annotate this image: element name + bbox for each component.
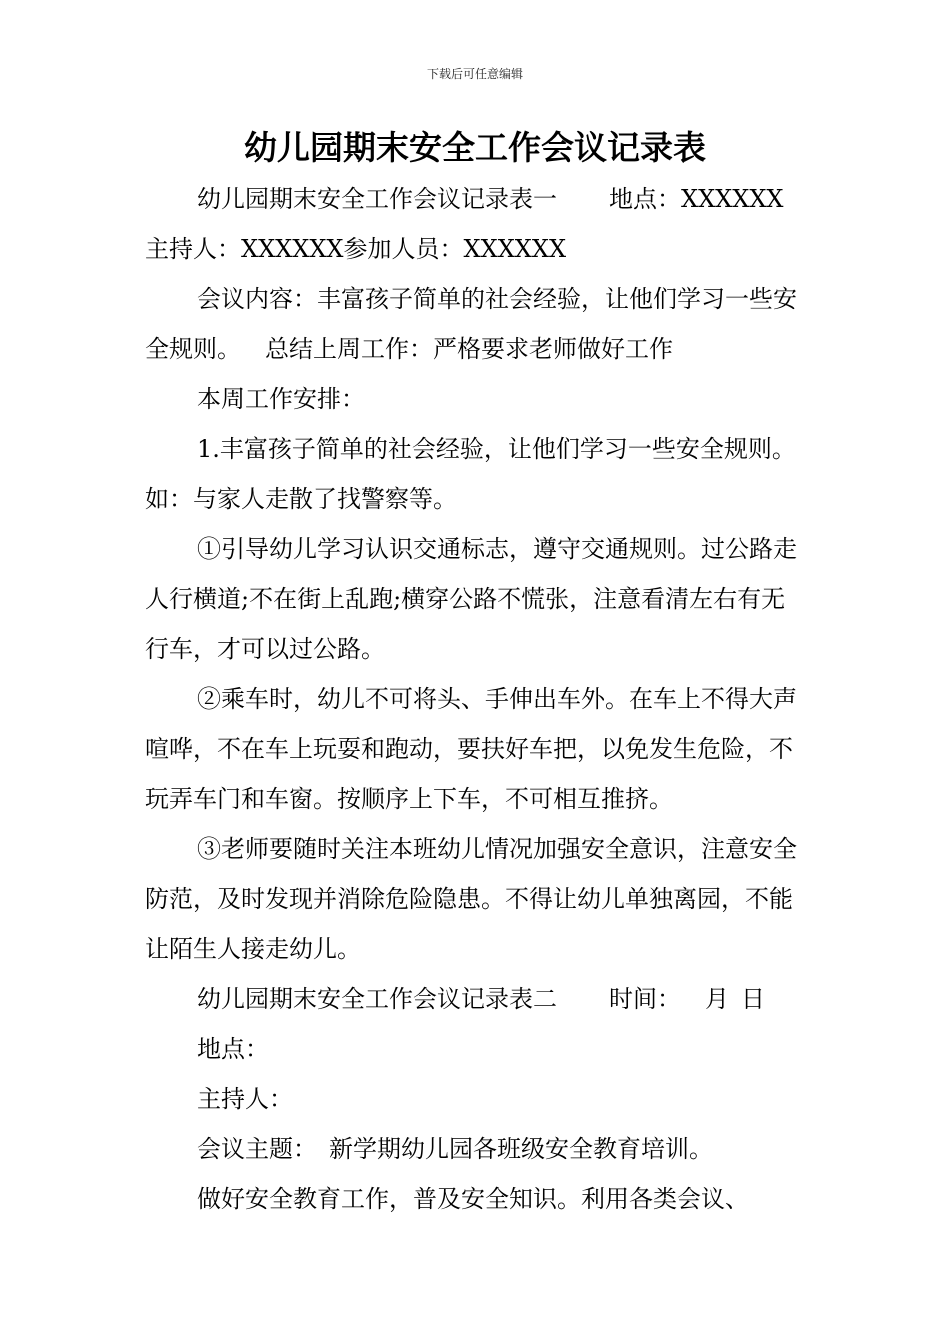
record1-item-1: 1.丰富孩子简单的社会经验，让他们学习一些安全规则。如：与家人走散了找警察等。 <box>145 435 796 513</box>
record2-month: 月 <box>705 985 729 1013</box>
record2-theme-value: 新学期幼儿园各班级安全教育培训。 <box>329 1135 713 1163</box>
record1-point-1: ①引导幼儿学习认识交通标志，遵守交通规则。过公路走人行横道;不在街上乱跑;横穿公路不慌张，注意看清左右有无行车，才可以过公路。 <box>145 535 797 663</box>
record1-location-label: 地点： <box>609 185 681 213</box>
record1-host-label: 主持人： <box>145 235 241 263</box>
record1-participants-value: XXXXXX <box>463 235 567 263</box>
document-body <box>145 174 807 1224</box>
record2-heading: 幼儿园期末安全工作会议记录表二 <box>197 985 557 1013</box>
record1-heading: 幼儿园期末安全工作会议记录表一 <box>197 185 557 213</box>
record1-summary: 总结上周工作：严格要求老师做好工作 <box>265 335 673 363</box>
record1-content: 会议内容：丰富孩子简单的社会经验，让他们学习一些安全规则。 <box>145 285 797 363</box>
record2-paragraph: 做好安全教育工作，普及安全知识。利用各类会议、 <box>197 1185 749 1213</box>
record2-theme-line <box>145 1124 807 1174</box>
record1-content-paragraph <box>145 274 807 374</box>
record2-day: 日 <box>741 985 765 1013</box>
record1-point-2: ②乘车时，幼儿不可将头、手伸出车外。在车上不得大声喧哗，不在车上玩耍和跑动，要扶好车把，以免发生危险，不玩弄车门和车窗。按顺序上下车，不可相互推挤。 <box>145 685 797 813</box>
record1-point-3: ③老师要随时关注本班幼儿情况加强安全意识，注意安全防范，及时发现并消除危险隐患。不得让幼儿单独离园，不能让陌生人接走幼儿。 <box>145 835 797 963</box>
record1-week-plan-label: 本周工作安排： <box>197 385 365 413</box>
record1-heading-line <box>145 174 807 224</box>
document-title: 幼儿园期末安全工作会议记录表 <box>244 128 706 167</box>
record1-host-line <box>145 224 807 274</box>
record2-host-line: 主持人： <box>197 1085 293 1113</box>
record2-location-label: 地点： <box>197 1035 269 1063</box>
record2-theme-label: 会议主题： <box>197 1135 317 1163</box>
record1-host-value: XXXXXX <box>241 235 344 263</box>
record2-time-label: 时间： <box>609 985 681 1013</box>
record1-location-value: XXXXXX <box>681 185 784 213</box>
record2-heading-line <box>145 974 807 1074</box>
record1-participants-label: 参加人员： <box>343 235 464 263</box>
page-header-note: 下载后可任意编辑 <box>426 67 523 81</box>
